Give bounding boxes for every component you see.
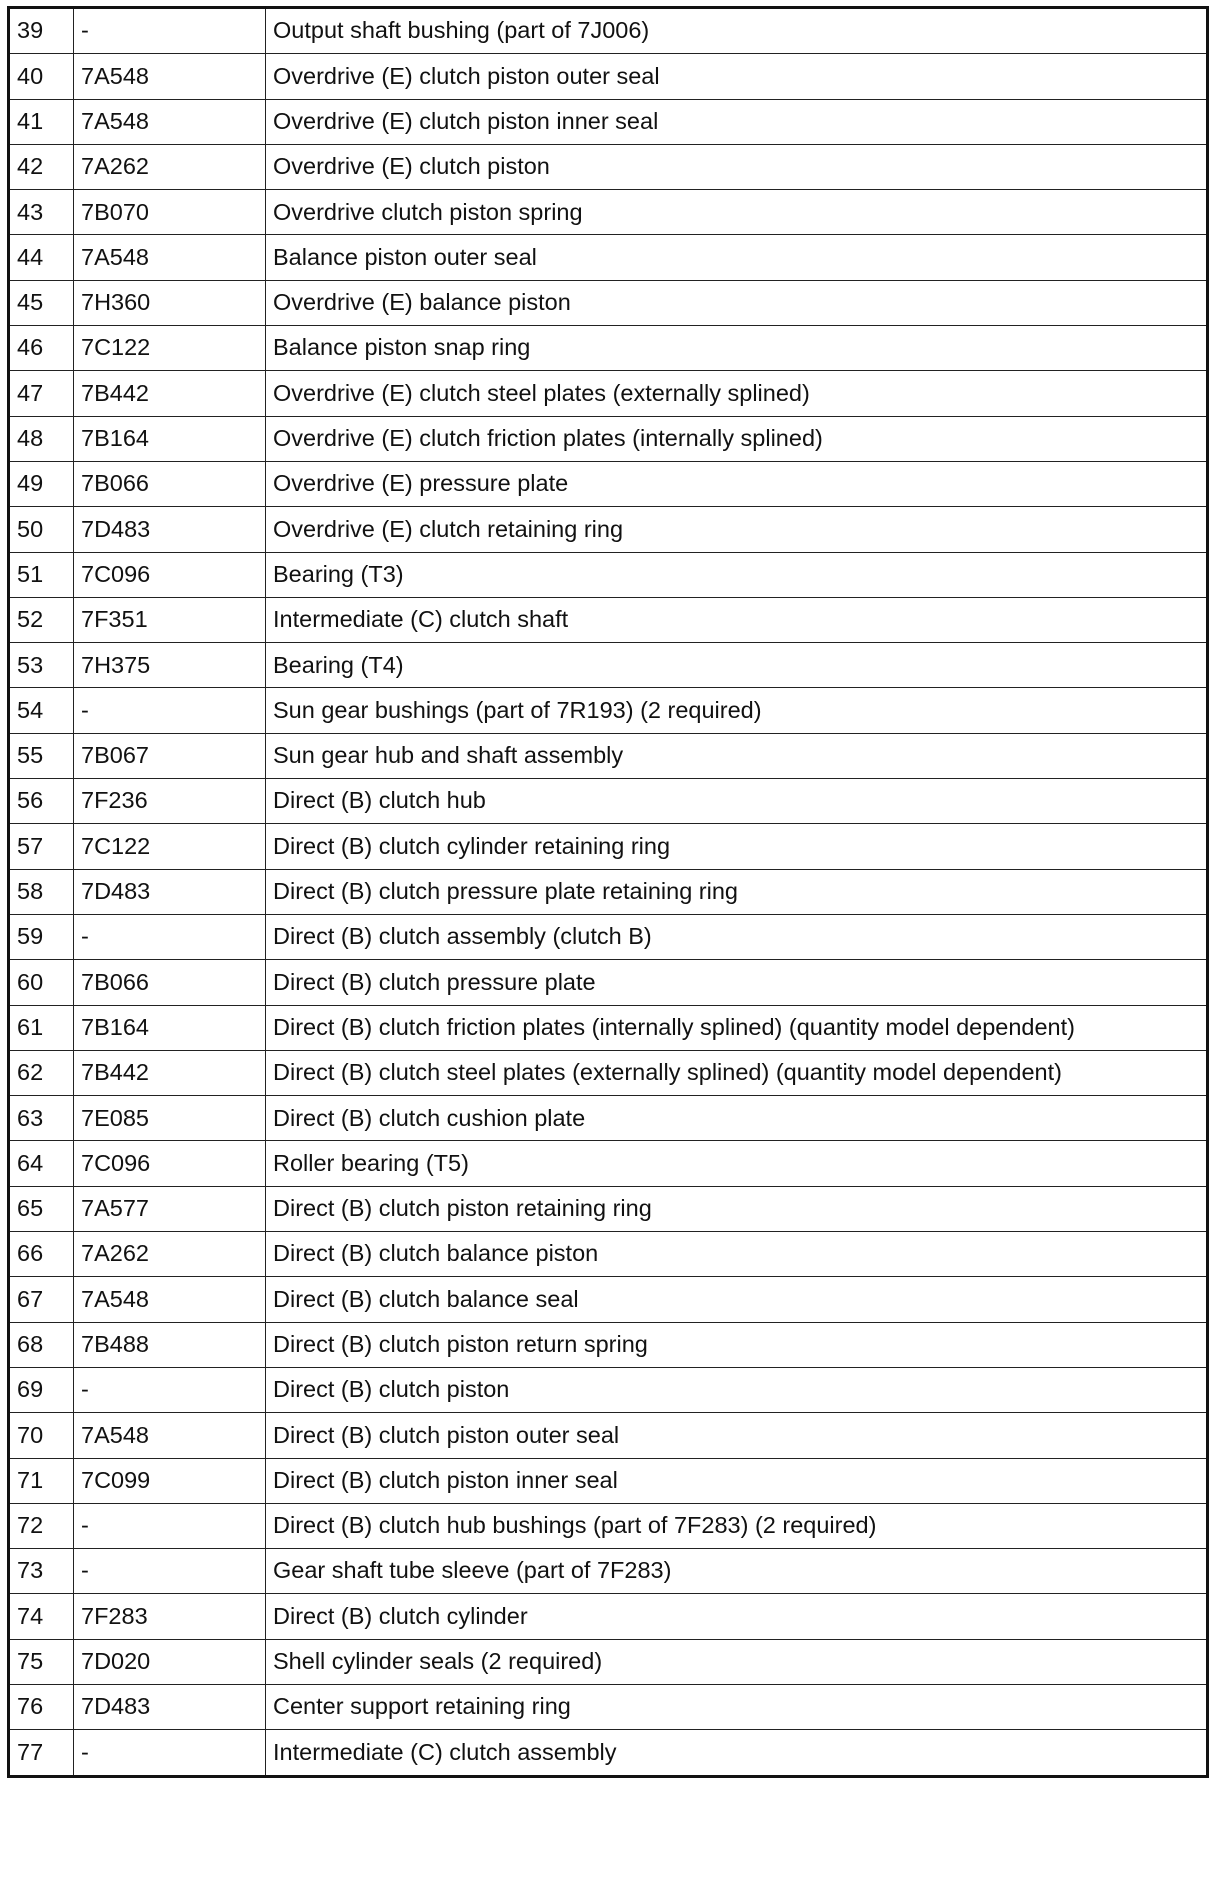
- parts-table: [7, 6, 1209, 1778]
- item-number-cell: 70: [9, 1413, 74, 1458]
- description-cell: Direct (B) clutch piston: [266, 1367, 1208, 1412]
- description-cell: Balance piston snap ring: [266, 326, 1208, 371]
- item-number-cell: 41: [9, 99, 74, 144]
- part-number-cell: 7B488: [74, 1322, 266, 1367]
- description-cell: Sun gear bushings (part of 7R193) (2 required): [266, 688, 1208, 733]
- table-row: [9, 144, 1208, 189]
- item-number-cell: 47: [9, 371, 74, 416]
- description-cell: Direct (B) clutch piston return spring: [266, 1322, 1208, 1367]
- part-number-cell: -: [74, 688, 266, 733]
- table-row: [9, 1232, 1208, 1277]
- part-number-cell: 7A548: [74, 1413, 266, 1458]
- part-number-cell: -: [74, 914, 266, 959]
- table-row: [9, 8, 1208, 54]
- description-cell: Overdrive (E) clutch piston inner seal: [266, 99, 1208, 144]
- item-number-cell: 45: [9, 280, 74, 325]
- part-number-cell: 7A548: [74, 54, 266, 99]
- item-number-cell: 54: [9, 688, 74, 733]
- part-number-cell: 7C122: [74, 824, 266, 869]
- description-cell: Direct (B) clutch balance piston: [266, 1232, 1208, 1277]
- part-number-cell: 7A548: [74, 1277, 266, 1322]
- part-number-cell: 7B164: [74, 416, 266, 461]
- description-cell: Direct (B) clutch hub: [266, 779, 1208, 824]
- part-number-cell: 7F236: [74, 779, 266, 824]
- table-row: [9, 54, 1208, 99]
- description-cell: Shell cylinder seals (2 required): [266, 1639, 1208, 1684]
- table-row: [9, 1684, 1208, 1729]
- item-number-cell: 55: [9, 733, 74, 778]
- item-number-cell: 66: [9, 1232, 74, 1277]
- part-number-cell: 7B442: [74, 1050, 266, 1095]
- description-cell: Bearing (T3): [266, 552, 1208, 597]
- description-cell: Direct (B) clutch cylinder retaining ring: [266, 824, 1208, 869]
- description-cell: Intermediate (C) clutch assembly: [266, 1730, 1208, 1776]
- table-row: [9, 643, 1208, 688]
- table-row: [9, 1186, 1208, 1231]
- table-row: [9, 1730, 1208, 1776]
- item-number-cell: 44: [9, 235, 74, 280]
- item-number-cell: 72: [9, 1503, 74, 1548]
- parts-table-body: [9, 8, 1208, 1777]
- table-row: [9, 1050, 1208, 1095]
- table-row: [9, 1367, 1208, 1412]
- table-row: [9, 1594, 1208, 1639]
- item-number-cell: 74: [9, 1594, 74, 1639]
- part-number-cell: 7F283: [74, 1594, 266, 1639]
- part-number-cell: 7B066: [74, 461, 266, 506]
- table-row: [9, 1549, 1208, 1594]
- table-row: [9, 869, 1208, 914]
- part-number-cell: -: [74, 8, 266, 54]
- description-cell: Bearing (T4): [266, 643, 1208, 688]
- item-number-cell: 48: [9, 416, 74, 461]
- item-number-cell: 42: [9, 144, 74, 189]
- description-cell: Gear shaft tube sleeve (part of 7F283): [266, 1549, 1208, 1594]
- table-row: [9, 914, 1208, 959]
- part-number-cell: -: [74, 1503, 266, 1548]
- description-cell: Direct (B) clutch friction plates (internally splined) (quantity model dependent): [266, 1005, 1208, 1050]
- part-number-cell: 7C122: [74, 326, 266, 371]
- part-number-cell: 7A262: [74, 1232, 266, 1277]
- description-cell: Overdrive (E) clutch piston: [266, 144, 1208, 189]
- description-cell: Direct (B) clutch steel plates (externally splined) (quantity model dependent): [266, 1050, 1208, 1095]
- description-cell: Roller bearing (T5): [266, 1141, 1208, 1186]
- part-number-cell: 7C099: [74, 1458, 266, 1503]
- description-cell: Overdrive (E) clutch friction plates (internally splined): [266, 416, 1208, 461]
- description-cell: Sun gear hub and shaft assembly: [266, 733, 1208, 778]
- item-number-cell: 63: [9, 1096, 74, 1141]
- item-number-cell: 50: [9, 507, 74, 552]
- part-number-cell: 7B070: [74, 190, 266, 235]
- item-number-cell: 60: [9, 960, 74, 1005]
- description-cell: Direct (B) clutch piston outer seal: [266, 1413, 1208, 1458]
- part-number-cell: 7E085: [74, 1096, 266, 1141]
- description-cell: Intermediate (C) clutch shaft: [266, 597, 1208, 642]
- part-number-cell: -: [74, 1730, 266, 1776]
- description-cell: Direct (B) clutch piston inner seal: [266, 1458, 1208, 1503]
- part-number-cell: 7H360: [74, 280, 266, 325]
- item-number-cell: 77: [9, 1730, 74, 1776]
- table-row: [9, 779, 1208, 824]
- description-cell: Overdrive clutch piston spring: [266, 190, 1208, 235]
- item-number-cell: 73: [9, 1549, 74, 1594]
- item-number-cell: 52: [9, 597, 74, 642]
- part-number-cell: 7C096: [74, 1141, 266, 1186]
- item-number-cell: 49: [9, 461, 74, 506]
- item-number-cell: 46: [9, 326, 74, 371]
- table-row: [9, 416, 1208, 461]
- part-number-cell: 7B067: [74, 733, 266, 778]
- item-number-cell: 40: [9, 54, 74, 99]
- item-number-cell: 59: [9, 914, 74, 959]
- description-cell: Direct (B) clutch pressure plate: [266, 960, 1208, 1005]
- item-number-cell: 65: [9, 1186, 74, 1231]
- table-row: [9, 371, 1208, 416]
- table-row: [9, 1639, 1208, 1684]
- item-number-cell: 64: [9, 1141, 74, 1186]
- part-number-cell: -: [74, 1549, 266, 1594]
- table-row: [9, 552, 1208, 597]
- item-number-cell: 62: [9, 1050, 74, 1095]
- part-number-cell: 7F351: [74, 597, 266, 642]
- item-number-cell: 69: [9, 1367, 74, 1412]
- table-row: [9, 190, 1208, 235]
- item-number-cell: 58: [9, 869, 74, 914]
- table-row: [9, 326, 1208, 371]
- table-row: [9, 1277, 1208, 1322]
- item-number-cell: 75: [9, 1639, 74, 1684]
- item-number-cell: 68: [9, 1322, 74, 1367]
- table-row: [9, 733, 1208, 778]
- part-number-cell: 7B164: [74, 1005, 266, 1050]
- description-cell: Direct (B) clutch balance seal: [266, 1277, 1208, 1322]
- item-number-cell: 76: [9, 1684, 74, 1729]
- part-number-cell: -: [74, 1367, 266, 1412]
- table-row: [9, 1413, 1208, 1458]
- part-number-cell: 7A577: [74, 1186, 266, 1231]
- item-number-cell: 43: [9, 190, 74, 235]
- description-cell: Direct (B) clutch hub bushings (part of 7F283) (2 required): [266, 1503, 1208, 1548]
- item-number-cell: 39: [9, 8, 74, 54]
- table-row: [9, 824, 1208, 869]
- item-number-cell: 53: [9, 643, 74, 688]
- description-cell: Overdrive (E) balance piston: [266, 280, 1208, 325]
- table-row: [9, 1458, 1208, 1503]
- table-row: [9, 99, 1208, 144]
- table-row: [9, 1005, 1208, 1050]
- table-row: [9, 507, 1208, 552]
- part-number-cell: 7D483: [74, 1684, 266, 1729]
- description-cell: Direct (B) clutch piston retaining ring: [266, 1186, 1208, 1231]
- table-row: [9, 597, 1208, 642]
- description-cell: Output shaft bushing (part of 7J006): [266, 8, 1208, 54]
- description-cell: Direct (B) clutch pressure plate retaining ring: [266, 869, 1208, 914]
- table-row: [9, 960, 1208, 1005]
- table-row: [9, 688, 1208, 733]
- part-number-cell: 7B442: [74, 371, 266, 416]
- description-cell: Overdrive (E) clutch retaining ring: [266, 507, 1208, 552]
- table-row: [9, 1096, 1208, 1141]
- part-number-cell: 7B066: [74, 960, 266, 1005]
- part-number-cell: 7C096: [74, 552, 266, 597]
- description-cell: Overdrive (E) clutch piston outer seal: [266, 54, 1208, 99]
- part-number-cell: 7D020: [74, 1639, 266, 1684]
- description-cell: Direct (B) clutch cylinder: [266, 1594, 1208, 1639]
- part-number-cell: 7A548: [74, 99, 266, 144]
- table-row: [9, 1503, 1208, 1548]
- part-number-cell: 7D483: [74, 507, 266, 552]
- item-number-cell: 67: [9, 1277, 74, 1322]
- table-row: [9, 461, 1208, 506]
- description-cell: Overdrive (E) pressure plate: [266, 461, 1208, 506]
- description-cell: Balance piston outer seal: [266, 235, 1208, 280]
- part-number-cell: 7D483: [74, 869, 266, 914]
- item-number-cell: 51: [9, 552, 74, 597]
- item-number-cell: 71: [9, 1458, 74, 1503]
- description-cell: Overdrive (E) clutch steel plates (externally splined): [266, 371, 1208, 416]
- item-number-cell: 56: [9, 779, 74, 824]
- description-cell: Direct (B) clutch assembly (clutch B): [266, 914, 1208, 959]
- table-row: [9, 1322, 1208, 1367]
- item-number-cell: 57: [9, 824, 74, 869]
- item-number-cell: 61: [9, 1005, 74, 1050]
- table-row: [9, 235, 1208, 280]
- part-number-cell: 7A262: [74, 144, 266, 189]
- description-cell: Center support retaining ring: [266, 1684, 1208, 1729]
- description-cell: Direct (B) clutch cushion plate: [266, 1096, 1208, 1141]
- part-number-cell: 7H375: [74, 643, 266, 688]
- part-number-cell: 7A548: [74, 235, 266, 280]
- table-row: [9, 280, 1208, 325]
- table-row: [9, 1141, 1208, 1186]
